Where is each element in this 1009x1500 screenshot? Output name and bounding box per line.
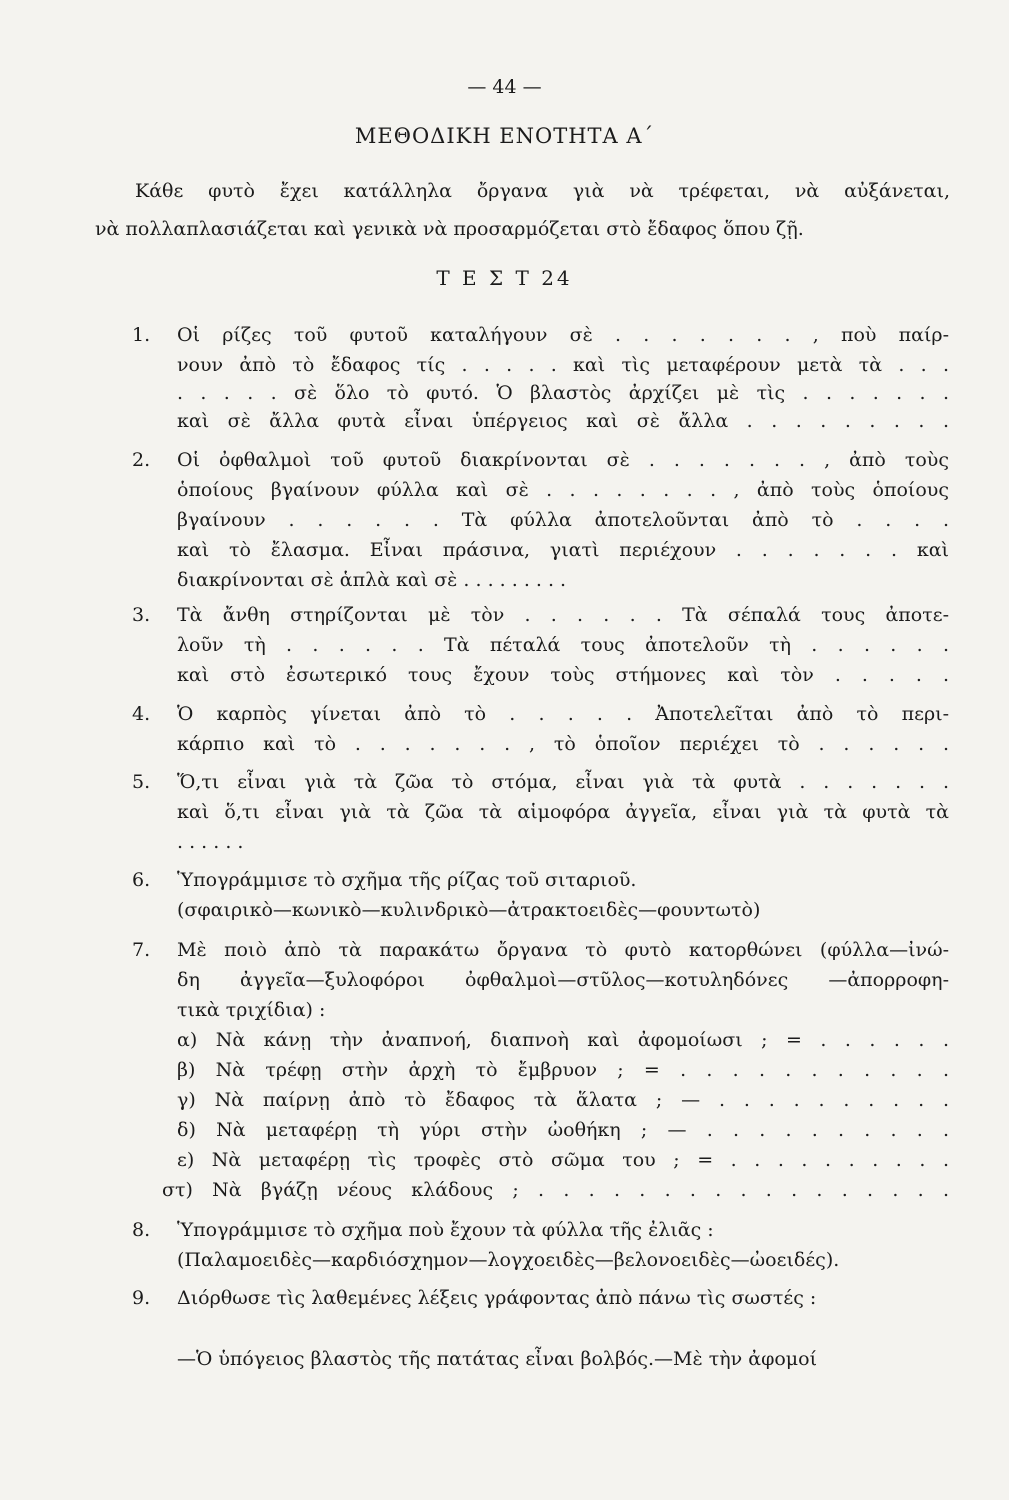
question-line: Τὰ ἄνθη στηρίζονται μὲ τὸν . . . . . . Τὰ σέπαλά τους ἀποτε-: [177, 604, 949, 626]
question-line: γ) Νὰ παίρνῃ ἀπὸ τὸ ἔδαφος τὰ ἅλατα ; — . . . . . . . . . .: [177, 1089, 949, 1111]
question-line: Διόρθωσε τὶς λαθεμένες λέξεις γράφοντας ἀπὸ πάνω τὶς σωστές :: [177, 1287, 817, 1309]
question-line: . . . . . σὲ ὅλο τὸ φυτό. Ὁ βλαστὸς ἀρχίζει μὲ τὶς . . . . . . .: [177, 382, 949, 404]
question-line: Οἱ ρίζες τοῦ φυτοῦ καταλήγουν σὲ . . . . . . . , ποὺ παίρ-: [177, 324, 949, 346]
question-line: νουν ἀπὸ τὸ ἔδαφος τίς . . . . . καὶ τὶς μεταφέρουν μετὰ τὰ . . .: [177, 354, 949, 376]
unit-title: ΜΕΘΟΔΙΚΗ ΕΝΟΤΗΤΑ Α΄: [354, 124, 655, 148]
test-title: Τ Ε Σ Τ 24: [436, 266, 573, 290]
intro-line: Κάθε φυτὸ ἔχει κατάλληλα ὄργανα γιὰ νὰ τρέφεται, νὰ αὐξάνεται,: [135, 180, 950, 202]
question-number: 4.: [132, 703, 151, 725]
question-number: 7.: [132, 939, 151, 961]
question-number: 6.: [132, 869, 151, 891]
question-line: καὶ στὸ ἐσωτερικό τους ἔχουν τοὺς στήμονες καὶ τὸν . . . . .: [177, 664, 949, 686]
question-line: ε) Νὰ μεταφέρῃ τὶς τροφὲς στὸ σῶμα του ; = . . . . . . . . . .: [177, 1149, 949, 1171]
question-line: Ὑπογράμμισε τὸ σχῆμα τῆς ρίζας τοῦ σιταριοῦ.: [177, 869, 637, 891]
intro-line: νὰ πολλαπλασιάζεται καὶ γενικὰ νὰ προσαρμόζεται στὸ ἔδαφος ὅπου ζῇ.: [95, 218, 804, 240]
question-number: 2.: [132, 449, 151, 471]
question-number: 1.: [132, 324, 151, 346]
question-line: δ) Νὰ μεταφέρῃ τὴ γύρι στὴν ὠοθήκη ; — . . . . . . . . . .: [177, 1119, 949, 1141]
question-line: βγαίνουν . . . . . . Τὰ φύλλα ἀποτελοῦνται ἀπὸ τὸ . . . .: [177, 509, 949, 531]
question-line: Ὑπογράμμισε τὸ σχῆμα ποὺ ἔχουν τὰ φύλλα τῆς ἐλιᾶς :: [177, 1219, 714, 1241]
question-number: 3.: [132, 604, 151, 626]
question-line: (Παλαμοειδὲς—καρδιόσχημον—λογχοειδὲς—βελονοειδὲς—ὠοειδές).: [177, 1249, 840, 1271]
question-line: (σφαιρικὸ—κωνικὸ—κυλινδρικὸ—ἀτρακτοειδὲς—φουντωτὸ): [177, 899, 761, 921]
question-line: . . . . . .: [177, 831, 244, 853]
question-line: τικὰ τριχίδια) :: [177, 999, 326, 1021]
question-line: ὁποίους βγαίνουν φύλλα καὶ σὲ . . . . . . . . , ἀπὸ τοὺς ὁποίους: [177, 479, 949, 501]
question-line: Μὲ ποιὸ ἀπὸ τὰ παρακάτω ὄργανα τὸ φυτὸ κατορθώνει (φύλλα—ἰνώ-: [177, 939, 949, 961]
question-line: καὶ ὅ,τι εἶναι γιὰ τὰ ζῶα τὰ αἱμοφόρα ἀγγεῖα, εἶναι γιὰ τὰ φυτὰ τὰ: [177, 801, 949, 823]
question-line: λοῦν τὴ . . . . . . Τὰ πέταλά τους ἀποτελοῦν τὴ . . . . . .: [177, 634, 949, 656]
page-number: — 44 —: [467, 76, 542, 98]
question-line: —Ὁ ὑπόγειος βλαστὸς τῆς πατάτας εἶναι βολβός.—Μὲ τὴν ἀφομοί: [177, 1348, 818, 1370]
question-line: Ὅ,τι εἶναι γιὰ τὰ ζῶα τὸ στόμα, εἶναι γιὰ τὰ φυτὰ . . . . . . .: [177, 771, 949, 793]
question-number: 9.: [132, 1287, 151, 1309]
question-line: καὶ τὸ ἔλασμα. Εἶναι πράσινα, γιατὶ περιέχουν . . . . . . . καὶ: [177, 539, 949, 561]
question-number: 8.: [132, 1219, 151, 1241]
question-line: α) Νὰ κάνῃ τὴν ἀναπνοή, διαπνοὴ καὶ ἀφομοίωσι ; = . . . . . .: [177, 1029, 949, 1051]
question-line: Οἱ ὀφθαλμοὶ τοῦ φυτοῦ διακρίνονται σὲ . . . . . . . , ἀπὸ τοὺς: [177, 449, 949, 471]
question-number: 5.: [132, 771, 151, 793]
question-line: β) Νὰ τρέφῃ στὴν ἀρχὴ τὸ ἔμβρυον ; = . . . . . . . . . . .: [177, 1059, 949, 1081]
question-line: διακρίνονται σὲ ἁπλὰ καὶ σὲ . . . . . . . . .: [177, 569, 567, 591]
question-line: στ) Νὰ βγάζῃ νέους κλάδους ; . . . . . . . . . . . . . . . . .: [162, 1179, 949, 1201]
question-line: δη ἀγγεῖα—ξυλοφόροι ὀφθαλμοὶ—στῦλος—κοτυληδόνες —ἀπορροφη-: [177, 969, 949, 991]
question-line: κάρπιο καὶ τὸ . . . . . . . , τὸ ὁποῖον περιέχει τὸ . . . . . .: [177, 733, 949, 755]
question-line: Ὁ καρπὸς γίνεται ἀπὸ τὸ . . . . . Ἀποτελεῖται ἀπὸ τὸ περι-: [177, 703, 949, 725]
question-line: καὶ σὲ ἄλλα φυτὰ εἶναι ὑπέργειος καὶ σὲ ἄλλα . . . . . . . . .: [177, 410, 949, 432]
